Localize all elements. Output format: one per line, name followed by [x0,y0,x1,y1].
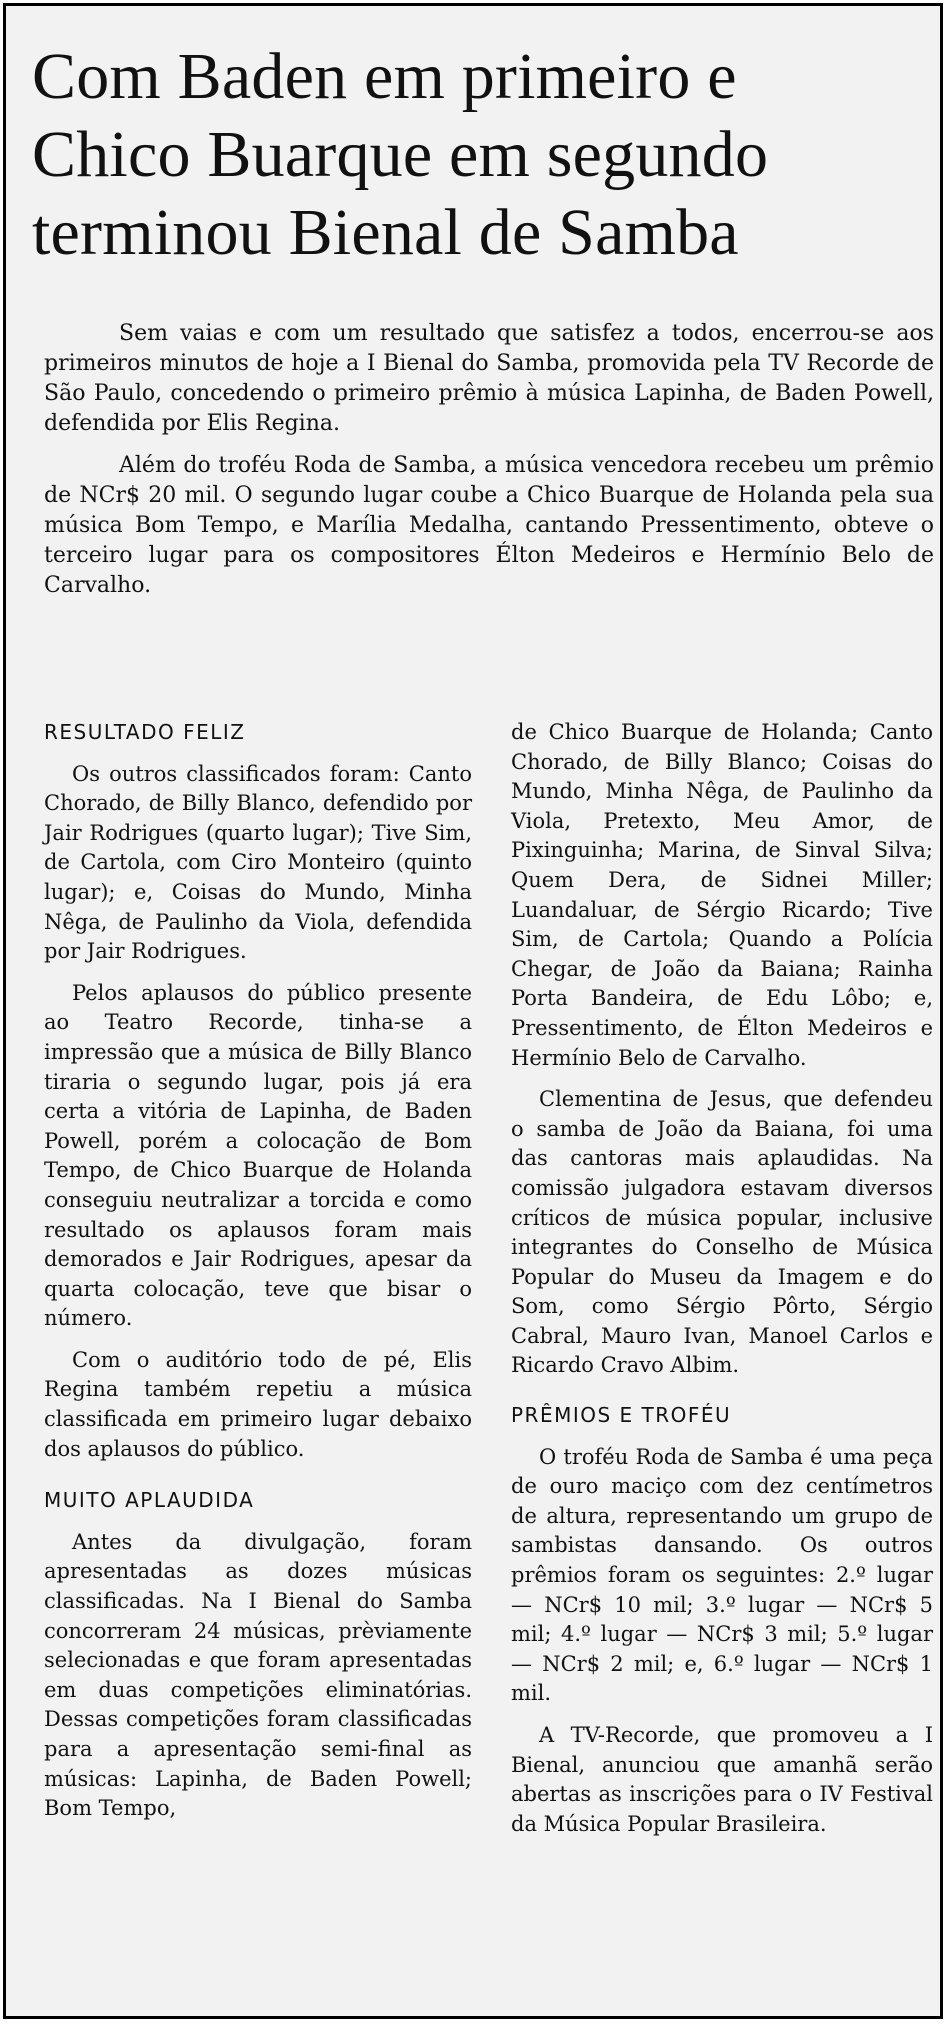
subhead-resultado-feliz: RESULTADO FELIZ [44,720,246,744]
right-paragraph-4: A TV-Recorde, que promoveu a I Bienal, anunciou que amanhã serão abertas as inscrições para o IV Festival da Música Popular Brasileira. [511,1723,933,1836]
right-paragraph-2: Clementina de Jesus, que defendeu o samba de João da Baiana, foi uma das cantoras mais aplaudidas. Na comissão julgadora estavam diversos críticos de música popular, inclusive integrantes do Conselho de Música Popular do Museu da Imagem e do Som, como Sérgio Pôrto, Sérgio Cabral, Mauro Ivan, Manoel Carlos e Ricardo Cravo Albim. [511,1087,933,1378]
left-paragraph-3: Com o auditório todo de pé, Elis Regina também repetiu a música classificada em primeiro lugar debaixo dos aplausos do público. [44,1347,472,1461]
right-column [511,718,933,1851]
headline-line-3: terminou Bienal de Samba [32,196,739,269]
lead-paragraph-2: Além do troféu Roda de Samba, a música vencedora recebeu um prêmio de NCr$ 20 mil. O segundo lugar coube a Chico Buarque de Holanda pela sua música Bom Tempo, e Marília Medalha, cantando Pressentimento, obteve o terceiro lugar para os compositores Élton Medeiros e Hermínio Belo de Carvalho. [44,453,934,598]
newspaper-clipping [3,3,943,2019]
left-column [44,718,472,1836]
subhead-muito-aplaudida: MUITO APLAUDIDA [44,1488,255,1513]
right-paragraph-3: O troféu Roda de Samba é uma peça de ouro maciço com dez centímetros de altura, representando um grupo de sambistas dansando. Os outros prêmios foram os seguintes: 2.º lugar — NCr$ 10 mil; 3.º lugar — NCr$ 5 mil; 4.º lugar — NCr$ 3 mil; 5.º lugar — NCr$ 2 mil; e, 6.º lugar — NCr$ 1 mil. [511,1444,933,1706]
headline-line-2: Chico Buarque em segundo [32,118,769,191]
headline-line-1: Com Baden em primeiro e [32,40,737,113]
headline [32,38,932,272]
left-paragraph-1: Os outros classificados foram: Canto Chorado, de Billy Blanco, defendido por Jair Rodrigues (quarto lugar); Tive Sim, de Cartola, com Ciro Monteiro (quinto lugar); e, Coisas do Mundo, Minha Nêga, de Paulinho da Viola, defendida por Jair Rodrigues. [44,761,472,964]
left-paragraph-2: Pelos aplausos do público presente ao Teatro Recorde, tinha-se a impressão que a música de Billy Blanco tiraria o segundo lugar, pois já era certa a vitória de Lapinha, de Baden Powell, porém a colocação de Bom Tempo, de Chico Buarque de Holanda conseguiu neutralizar a torcida e como resultado os aplausos foram mais demorados e Jair Rodrigues, apesar da quarta colocação, teve que bisar o número. [44,980,472,1331]
lead-section [44,319,934,613]
left-paragraph-4: Antes da divulgação, foram apresentadas as dozes músicas classificadas. Na I Bienal do Samba concorreram 24 músicas, prèviamente selecionadas e que foram apresentadas em duas competições eliminatórias. Dessas competições foram classificadas para a apresentação semi-final as músicas: Lapinha, de Baden Powell; Bom Tempo, [44,1529,472,1821]
lead-paragraph-1: Sem vaias e com um resultado que satisfez a todos, encerrou-se aos primeiros minutos de hoje a I Bienal do Samba, promovida pela TV Recorde de São Paulo, concedendo o primeiro prêmio à música Lapinha, de Baden Powell, defendida por Elis Regina. [44,321,934,436]
right-paragraph-1: de Chico Buarque de Holanda; Canto Chorado, de Billy Blanco; Coisas do Mundo, Minha Nêga, de Paulinho da Viola, Pretexto, Meu Amor, de Pixinguinha; Marina, de Sinval Silva; Quem Dera, de Sidnei Miller; Luandaluar, de Sérgio Ricardo; Tive Sim, de Cartola; Quando a Polícia Chegar, de João da Baiana; Rainha Porta Bandeira, de Edu Lôbo; e, Pressentimento, de Élton Medeiros e Hermínio Belo de Carvalho. [511,720,933,1070]
subhead-premios-e-trofeu: PRÊMIOS E TROFÉU [511,1403,732,1428]
